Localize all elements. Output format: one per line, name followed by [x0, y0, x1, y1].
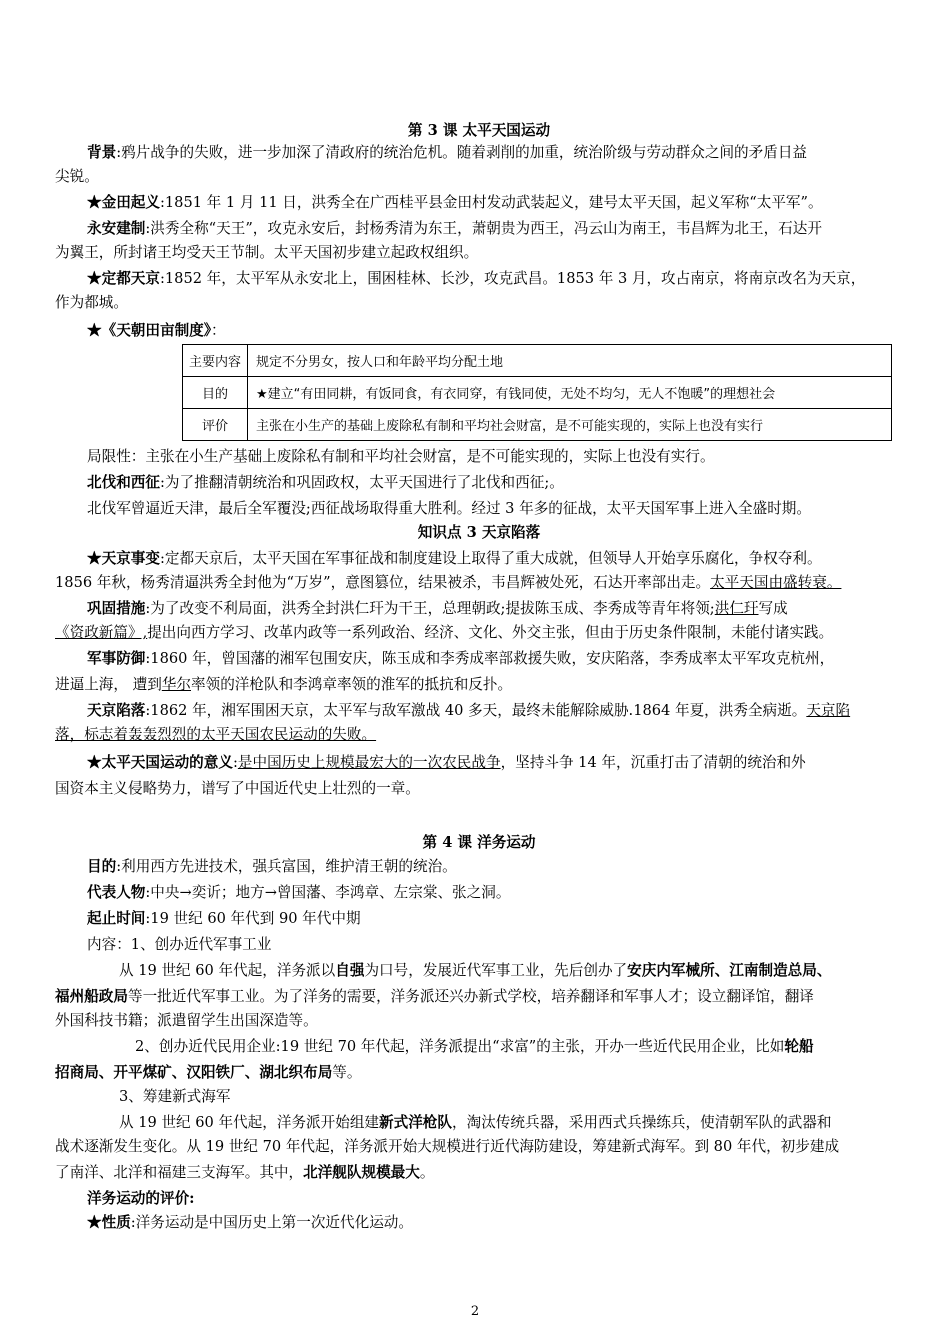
- mudi-para: 目的:利用西方先进技术，强兵富国，维护清王朝的统治。: [87, 858, 457, 875]
- table-value: ★建立“有田同耕，有饭同食，有衣同穿，有钱同使，无处不均匀，无人不饱暖”的理想社会: [248, 377, 892, 409]
- navy-para-cont2: 了南洋、北洋和福建三支海军。其中，北洋舰队规模最大。: [55, 1164, 435, 1181]
- land-system-label: ★《天朝田亩制度》: [87, 322, 212, 339]
- mudi-label: 目的: [87, 858, 117, 875]
- evaluation-heading: 洋务运动的评价:: [87, 1190, 195, 1207]
- gonggu-para: 巩固措施:为了改变不利局面，洪秀全封洪仁玕为干王，总理朝政;提拔陈玉成、李秀成等青年将领;洪仁玕写成: [87, 600, 788, 617]
- dingdu-para: ★定都天京:1852 年，太平军从永安北上，围困桂林、长沙，攻克武昌。1853 年 3 月，攻占南京，将南京改名为天京，: [87, 270, 866, 287]
- table-key: 评价: [183, 409, 248, 441]
- qizhi-para: 起止时间:19 世纪 60 年代到 90 年代中期: [87, 910, 361, 927]
- table-row: [183, 345, 892, 377]
- table-value: 规定不分男女，按人口和年龄平均分配土地: [248, 345, 892, 377]
- point3-title: 知识点 3 天京陷落: [417, 524, 541, 541]
- navy-para: 从 19 世纪 60 年代起，洋务派开始组建新式洋枪队，淘汰传统兵器，采用西式兵操练兵，使清朝军队的武器和: [119, 1114, 832, 1131]
- military-industry-para: 从 19 世纪 60 年代起，洋务派以自强为口号，发展近代军事工业，先后创办了安庆内军械所、江南制造总局、: [119, 962, 832, 979]
- dingdu-para-cont: 作为都城。: [55, 294, 128, 311]
- gonggu-para-cont: 《资政新篇》,提出向西方学习、改革内政等一系列政治、经济、文化、外交主张，但由于历史条件限制，未能付诸实践。: [55, 624, 834, 641]
- limitation-para: 局限性：主张在小生产基础上废除私有制和平均社会财富，是不可能实现的，实际上也没有实行。: [87, 448, 715, 465]
- civil-enterprise-para: 2、创办近代民用企业:19 世纪 70 年代起，洋务派提出“求富”的主张，开办一些近代民用企业，比如轮船: [135, 1038, 814, 1055]
- junshi-label: 军事防御: [87, 650, 146, 667]
- nature-para: ★性质:洋务运动是中国历史上第一次近代化运动。: [87, 1214, 413, 1231]
- daibiao-label: 代表人物: [87, 884, 146, 901]
- background-label: 背景: [87, 144, 117, 161]
- yongan-para: 永安建制:洪秀全称“天王”，攻克永安后，封杨秀清为东王，萧朝贵为西王，冯云山为南王，韦昌辉为北王，石达开: [87, 220, 822, 237]
- military-industry-para-cont2: 外国科技书籍；派遣留学生出国深造等。: [55, 1012, 318, 1029]
- shibian-label: ★天京事变: [87, 550, 160, 567]
- lesson4-title: 第 4 课 洋务运动: [422, 834, 536, 851]
- yiyi-label: ★太平天国运动的意义: [87, 754, 233, 771]
- xianluo-para-cont: 落，标志着轰轰烈烈的太平天国农民运动的失败。: [55, 726, 377, 743]
- beifa-label: 北伐和西征: [87, 474, 160, 491]
- yiyi-para: ★太平天国运动的意义:是中国历史上规模最宏大的一次农民战争，坚持斗争 14 年，沉重打击了清朝的统治和外: [87, 754, 806, 771]
- jintian-label: ★金田起义: [87, 194, 160, 211]
- land-system-table: [182, 344, 892, 441]
- shibian-para-cont: 1856 年秋，杨秀清逼洪秀全封他为“万岁”，意图篡位，结果被杀，韦昌辉被处死，石达开率部出走。太平天国由盛转衰。: [55, 574, 842, 591]
- table-key: 主要内容: [183, 345, 248, 377]
- page-number: 2: [470, 1304, 480, 1319]
- background-para-cont: 尖锐。: [55, 168, 99, 185]
- gonggu-label: 巩固措施: [87, 600, 146, 617]
- neirong-para: 内容：1、创办近代军事工业: [87, 936, 272, 953]
- shibian-para: ★天京事变:定都天京后，太平天国在军事征战和制度建设上取得了重大成就，但领导人开始享乐腐化，争权夺利。: [87, 550, 822, 567]
- yongan-label: 永安建制: [87, 220, 146, 237]
- nature-label: ★性质: [87, 1214, 131, 1231]
- table-value: 主张在小生产的基础上废除私有制和平均社会财富，是不可能实现的，实际上也没有实行: [248, 409, 892, 441]
- navy-heading: 3、筹建新式海军: [119, 1088, 231, 1105]
- civil-enterprise-para-cont: 招商局、开平煤矿、汉阳铁厂、湖北织布局等。: [55, 1064, 362, 1081]
- jintian-para: ★金田起义:1851 年 1 月 11 日，洪秀全在广西桂平县金田村发动武装起义，建号太平天国，起义军称“太平军”。: [87, 194, 823, 211]
- yiyi-para-cont: 国资本主义侵略势力，谱写了中国近代史上壮烈的一章。: [55, 780, 420, 797]
- lesson3-title: 第 3 课 太平天国运动: [407, 122, 551, 139]
- junshi-para: 军事防御:1860 年，曾国藩的湘军包围安庆，陈玉成和李秀成率部救援失败，安庆陷落，李秀成率太平军攻克杭州，: [87, 650, 835, 667]
- daibiao-para: 代表人物:中央→奕䜣；地方→曾国藩、李鸿章、左宗棠、张之洞。: [87, 884, 511, 901]
- junshi-para-cont: 进逼上海， 遭到华尔率领的洋枪队和李鸿章率领的淮军的抵抗和反扑。: [55, 676, 513, 693]
- navy-para-cont: 战术逐渐发生变化。从 19 世纪 70 年代起，洋务派开始大规模进行近代海防建设，筹建新式海军。到 80 年代，初步建成: [55, 1138, 840, 1155]
- yongan-para-cont: 为翼王，所封诸王均受天王节制。太平天国初步建立起政权组织。: [55, 244, 479, 261]
- table-key: 目的: [183, 377, 248, 409]
- land-system-heading: ★《天朝田亩制度》：: [87, 322, 226, 339]
- beifa-para: 北伐和西征:为了推翻清朝统治和巩固政权，太平天国进行了北伐和西征;。: [87, 474, 564, 491]
- table-row: [183, 409, 892, 441]
- xianluo-label: 天京陷落: [87, 702, 146, 719]
- dingdu-label: ★定都天京: [87, 270, 160, 287]
- xianluo-para: 天京陷落:1862 年，湘军围困天京，太平军与敌军激战 40 多天，最终未能解除威胁.1864 年夏，洪秀全病逝。天京陷: [87, 702, 851, 719]
- background-para: 背景:鸦片战争的失败，进一步加深了清政府的统治危机。随着剥削的加重，统治阶级与劳动群众之间的矛盾日益: [87, 144, 808, 161]
- table-row: [183, 377, 892, 409]
- military-industry-para-cont: 福州船政局等一批近代军事工业。为了洋务的需要，洋务派还兴办新式学校，培养翻译和军事人才；设立翻译馆，翻译: [55, 988, 814, 1005]
- qizhi-label: 起止时间: [87, 910, 146, 927]
- beifa-para-2: 北伐军曾逼近天津，最后全军覆没;西征战场取得重大胜利。经过 3 年多的征战，太平天国军事上进入全盛时期。: [87, 500, 811, 517]
